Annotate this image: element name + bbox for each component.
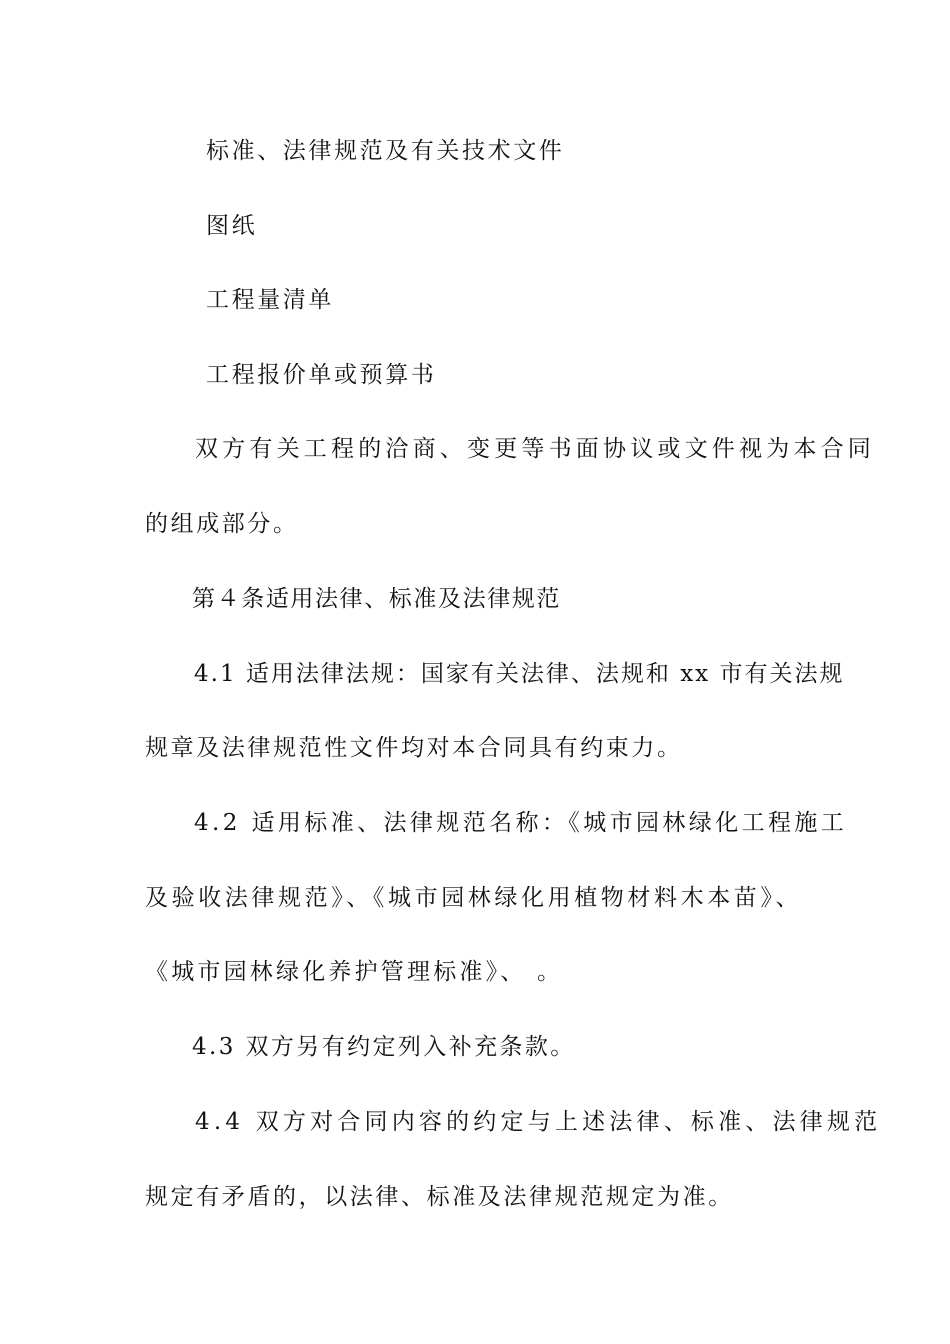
clause-4-4-line: 规定有矛盾的，以法律、标准及法律规范规定为准。 — [145, 1184, 734, 1210]
clause-4-1-line: 4.1 适用法律法规：国家有关法律、法规和 xx 市有关法规 — [194, 661, 845, 687]
section-heading: 第４条适用法律、标准及法律规范 — [192, 586, 561, 612]
list-item-standards: 标准、法律规范及有关技术文件 — [206, 138, 565, 164]
list-item-bill-of-quantities: 工程量清单 — [206, 287, 334, 313]
clause-4-2-line: 《城市园林绿化养护管理标准》、 。 — [145, 959, 564, 985]
paragraph-line: 的组成部分。 — [145, 511, 299, 537]
list-item-drawings: 图纸 — [206, 213, 258, 239]
clause-4-3-line: 4.3 双方另有约定列入补充条款。 — [192, 1034, 576, 1060]
clause-4-2-line: 4.2 适用标准、法律规范名称：《城市园林绿化工程施工 — [194, 810, 848, 836]
clause-4-4-line: 4.4 双方对合同内容的约定与上述法律、标准、法律规范 — [195, 1109, 882, 1135]
clause-4-2-line: 及验收法律规范》、《城市园林绿化用植物材料木本苗》、 — [145, 885, 803, 911]
clause-4-1-line: 规章及法律规范性文件均对本合同具有约束力。 — [145, 735, 683, 761]
paragraph-line: 双方有关工程的洽商、变更等书面协议或文件视为本合同 — [195, 436, 875, 462]
list-item-quotation: 工程报价单或预算书 — [206, 362, 437, 388]
